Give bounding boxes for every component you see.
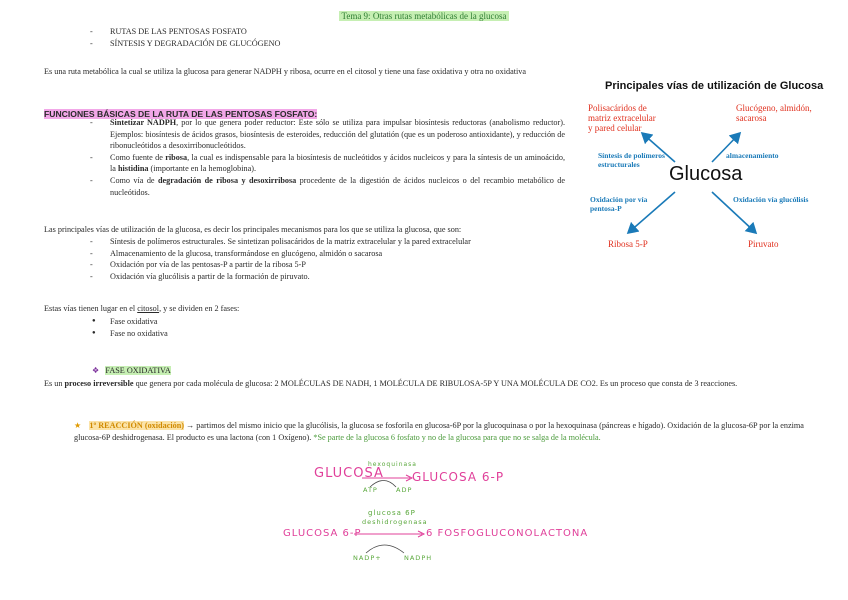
pathway-item: - Oxidación por vía de las pentosas-P a partir de la ribosa 5-P xyxy=(90,259,570,271)
diagram-top-left: Polisacáridos de matriz extracelular y pared celular xyxy=(588,103,656,133)
function-item: - Como vía de degradación de ribosa y desoxirribosa procedente de la digestión de ácidos nucleicos o del recambio metabólico de nucleótidos. xyxy=(90,175,565,198)
page-title: Tema 9: Otras rutas metabólicas de la glucosa xyxy=(341,11,507,21)
topic-list xyxy=(90,26,490,49)
hw-eq2-nadp: NADP+ xyxy=(353,554,382,562)
hw-eq1-arrow xyxy=(360,468,420,490)
pathway-item: - Síntesis de polímeros estructurales. Se sintetizan polisacáridos de la matriz extracelular y la pared extracelular xyxy=(90,236,570,248)
diagram-arrows xyxy=(580,95,848,255)
topic-item: - SÍNTESIS Y DEGRADACIÓN DE GLUCÓGENO xyxy=(90,38,490,50)
diagram-bottom-left: Ribosa 5-P xyxy=(608,239,648,249)
functions-list xyxy=(90,117,565,198)
diagram-center: Glucosa xyxy=(669,163,743,185)
diagram-top-right: Glucógeno, almidón, sacarosa xyxy=(736,103,812,123)
diamond-icon: ❖ xyxy=(92,366,100,375)
diagram-mid-right: almacenamiento xyxy=(726,151,779,160)
pathways-list xyxy=(90,236,570,282)
pathway-item: - Oxidación vía glucólisis a partir de la formación de piruvato. xyxy=(90,271,570,283)
diagram-title: Principales vías de utilización de Glucosa xyxy=(605,80,824,92)
oxidative-heading: ❖ FASE OXIDATIVA xyxy=(92,366,171,375)
phases-list xyxy=(90,316,390,339)
hw-eq1-adp: ADP xyxy=(396,486,413,494)
hw-eq2-left: GLUCOSA 6-P xyxy=(283,528,362,539)
diagram-mid-left: Síntesis de polímeros estructurales xyxy=(598,151,665,169)
function-item: - Sintetizar NADPH, por lo que genera poder reductor: Este sólo se utiliza para impulsar biosíntesis reductoras (anabolismo reductor). Ejemplos: biosíntesis de ácidos grasos, biosíntesis de esteroides, reducción del glutatión (que es un poderoso antioxidante), y reducción de ribonucleótidos a desoxirribonucleótidos. xyxy=(90,117,565,152)
hw-eq1-enzyme: hexoquinasa xyxy=(368,461,417,468)
phase-item: ● Fase no oxidativa xyxy=(90,328,390,340)
diagram-low-left: Oxidación por vía pentosa-P xyxy=(590,195,648,213)
pathway-item: - Almacenamiento de la glucosa, transformándose en glucógeno, almidón o sacarosa xyxy=(90,248,570,260)
oxidative-text: Es un proceso irreversible que genera por cada molécula de glucosa: 2 MOLÉCULAS DE NADH, 1 MOLÉCULA DE RIBULOSA-5P Y UNA MOLÉCULA DE CO2. Es un proceso que consta de 3 reacciones. xyxy=(44,379,738,388)
hw-eq2-enzyme-2: deshidrogenasa xyxy=(362,518,428,526)
function-item: - Como fuente de ribosa, la cual es indispensable para la biosíntesis de nucleótidos y ácidos nucleicos y para la síntesis de un aminoácido, la histidina (importante en la hemoglobina). xyxy=(90,152,565,175)
hw-eq1-left: GLUCOSA xyxy=(314,466,384,481)
phase-item: ● Fase oxidativa xyxy=(90,316,390,328)
hw-eq1-right: GLUCOSA 6-P xyxy=(412,470,505,484)
functions-heading: FUNCIONES BÁSICAS DE LA RUTA DE LAS PENTOSAS FOSFATO: xyxy=(44,109,318,119)
hw-eq2-right: 6 FOSFOGLUCONOLACTONA xyxy=(426,528,589,539)
diagram-low-right: Oxidación vía glucólisis xyxy=(733,195,809,204)
hw-eq2-arrow xyxy=(352,527,432,555)
diagram-bottom-right: Piruvato xyxy=(748,239,779,249)
hw-eq2-nadph: NADPH xyxy=(404,554,433,562)
reaction-1: ★ 1º REACCIÓN (oxidación) → partimos del mismo inicio que la glucólisis, la glucosa se fosforila en glucosa-6P por la glucoquinasa o por la hexoquinasa (páncreas e hígado). Oxidación de la glucosa-6P por la enzima glucosa-6P deshidrogenasa. El producto es una lactona (con 1 Oxígeno). *Se parte de la glucosa 6 fosfato y no de la glucosa para que no se salga de la molécula. xyxy=(74,421,804,442)
hw-eq1-atp: ATP xyxy=(363,486,378,494)
topic-item: - RUTAS DE LAS PENTOSAS FOSFATO xyxy=(90,26,490,38)
star-icon: ★ xyxy=(74,421,82,430)
hw-eq2-enzyme-1: glucosa 6P xyxy=(368,509,416,517)
intro-paragraph: Es una ruta metabólica la cual se utiliza la glucosa para generar NADPH y ribosa, ocurre en el citosol y tiene una fase oxidativa y otra no oxidativa xyxy=(44,67,526,76)
pathways-intro: Las principales vías de utilización de la glucosa, es decir los principales mecanismos para los que se utiliza la glucosa, que son: xyxy=(44,225,462,234)
phases-intro: Estas vías tienen lugar en el citosol, y se dividen en 2 fases: xyxy=(44,304,240,313)
